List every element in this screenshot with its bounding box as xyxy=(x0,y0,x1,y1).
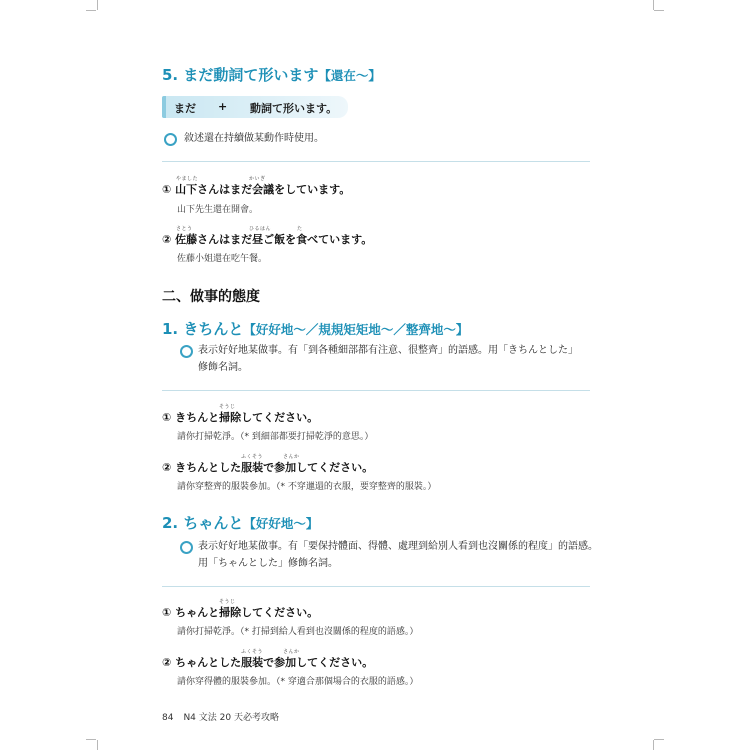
example-number: ② xyxy=(162,656,172,669)
ruby-fukusou: ふくそう xyxy=(241,649,264,655)
example-number: ② xyxy=(162,461,172,474)
crop-mark xyxy=(654,739,664,740)
ruby-satou: さとう xyxy=(176,226,193,232)
ruby-souji: そうじ xyxy=(219,404,236,410)
section-1-note-line-1: 表示好好地某做事。有「到各種細部都有注意、很整齊」的語感。用「きちんとした」 xyxy=(198,345,578,356)
section-2-title xyxy=(162,512,318,533)
divider xyxy=(162,161,590,162)
section-2-bracket: 【好好地～】 xyxy=(243,516,319,531)
example-translation: 請你打掃乾淨。（* 到細部都要打掃乾淨的意思。） xyxy=(177,432,374,442)
section-5-note: 敘述還在持續做某動作時使用。 xyxy=(184,133,324,144)
page-footer xyxy=(162,710,289,723)
example-sentence xyxy=(162,181,350,197)
example-translation: 山下先生還在開會。 xyxy=(177,205,259,215)
section-2-note-line-1: 表示好好地某做事。有「要保持體面、得體、處理到給別人看到也沒關係的程度」的語感。 xyxy=(198,541,598,552)
formula-part-1: まだ xyxy=(174,102,196,115)
section-1-bracket: 【好好地～／規規矩矩地～／整齊地～】 xyxy=(243,322,469,337)
crop-mark xyxy=(97,740,98,750)
example-japanese: 佐藤さんはまだ昼ご飯を食べています。 xyxy=(175,233,373,246)
location-pin-icon xyxy=(180,345,193,358)
section-2-note-line-2: 用「ちゃんとした」修飾名詞。 xyxy=(198,558,338,569)
example-sentence xyxy=(162,231,372,247)
ruby-sanka: さんか xyxy=(283,454,300,460)
example-number: ① xyxy=(162,411,172,424)
ruby-fukusou: ふくそう xyxy=(241,454,264,460)
example-japanese: きちんと掃除してください。 xyxy=(175,411,319,424)
crop-mark xyxy=(86,10,96,11)
example-japanese: 山下さんはまだ会議をしています。 xyxy=(175,183,351,196)
ruby-hiru: ひるはん xyxy=(249,226,272,232)
ruby-kaigi: かいぎ xyxy=(249,176,266,182)
crop-mark xyxy=(97,0,98,10)
crop-mark xyxy=(653,0,654,10)
example-japanese: ちゃんと掃除してください。 xyxy=(175,606,319,619)
book-title: N4 文法 20 天必考攻略 xyxy=(183,713,279,723)
example-sentence xyxy=(162,654,373,670)
location-pin-icon xyxy=(164,133,177,146)
crop-mark xyxy=(86,739,96,740)
example-japanese: きちんとした服装で参加してください。 xyxy=(175,461,374,474)
formula-part-2: 動詞て形います。 xyxy=(250,102,338,115)
ruby-souji: そうじ xyxy=(219,599,236,605)
example-translation: 佐藤小姐還在吃午餐。 xyxy=(177,254,268,264)
page-number: 84 xyxy=(162,713,174,723)
example-number: ① xyxy=(162,183,172,196)
section-5-title-text: 5. まだ動詞て形います xyxy=(162,66,319,84)
crop-mark xyxy=(654,10,664,11)
divider xyxy=(162,586,590,587)
section-1-title xyxy=(162,318,468,339)
grammar-formula xyxy=(162,96,348,118)
crop-mark xyxy=(653,740,654,750)
section-5-title xyxy=(162,64,381,85)
ruby-yamashita: やました xyxy=(176,176,199,182)
ruby-sanka: さんか xyxy=(283,649,300,655)
ruby-ta: た xyxy=(297,226,303,232)
example-number: ② xyxy=(162,233,172,246)
example-sentence xyxy=(162,604,318,620)
example-translation: 請你穿整齊的服裝參加。（* 不穿邋遢的衣服，要穿整齊的服裝。） xyxy=(177,482,437,492)
example-translation: 請你打掃乾淨。（* 打掃到給人看到也沒關係的程度的語感。） xyxy=(177,627,419,637)
example-translation: 請你穿得體的服裝參加。（* 穿適合那個場合的衣服的語感。） xyxy=(177,677,419,687)
formula-plus: + xyxy=(218,100,228,113)
section-1-title-text: 1. きちんと xyxy=(162,320,244,338)
location-pin-icon xyxy=(180,541,193,554)
example-sentence xyxy=(162,409,318,425)
section-1-note-line-2: 修飾名詞。 xyxy=(198,362,248,373)
section-5-bracket: 【還在～】 xyxy=(318,68,381,83)
example-sentence xyxy=(162,459,373,475)
divider xyxy=(162,390,590,391)
section-2-title-text: 2. ちゃんと xyxy=(162,514,244,532)
example-number: ① xyxy=(162,606,172,619)
chapter-heading: 二、做事的態度 xyxy=(162,289,260,305)
example-japanese: ちゃんとした服装で参加してください。 xyxy=(175,656,374,669)
